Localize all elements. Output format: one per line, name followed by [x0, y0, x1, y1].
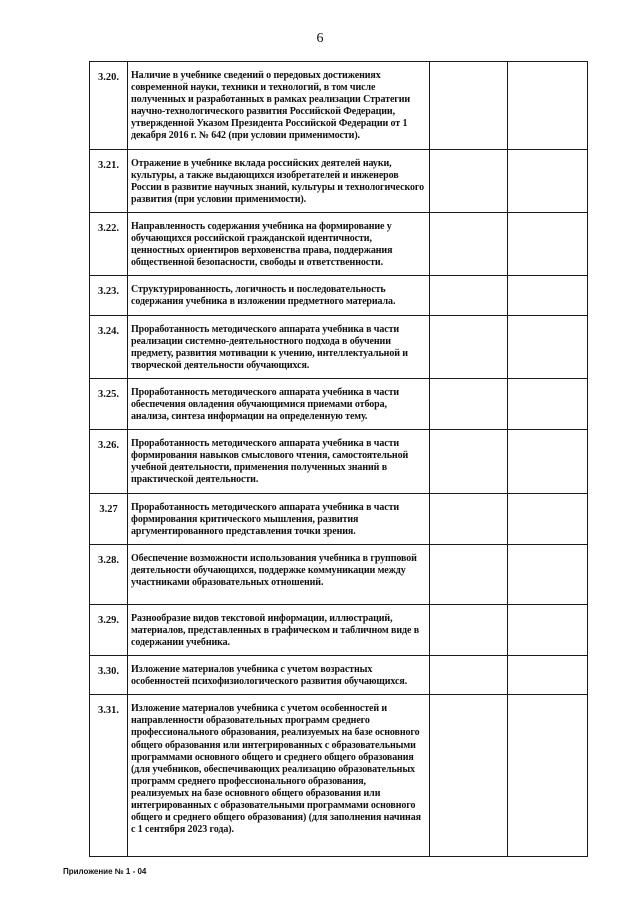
- criterion-number: 3.31.: [90, 695, 128, 857]
- comment-cell: [508, 430, 588, 493]
- criterion-description: Проработанность методического аппарата учебника в части формирования критического мышления, развития аргументированного представления точки зрения.: [128, 493, 430, 544]
- criterion-description: Проработанность методического аппарата учебника в части формирования навыков смыслового чтения, самостоятельной учебной деятельности, применения полученных знаний в практической деятельности.: [128, 430, 430, 493]
- criterion-description: Изложение материалов учебника с учетом особенностей и направленности образовательных программ среднего профессионального образования, реализуемых на базе основного общего образования или интегрированных с образовательными программами основного общего и среднего общего образования (для учебников, обеспечивающих реализацию образовательных программ среднего профессионального образования, реализуемых на базе основного общего образования или интегрированных с образовательными программами основного общего и среднего общего образования) (для заполнения начиная с 1 сентября 2023 года).: [128, 695, 430, 857]
- assessment-cell: [430, 378, 508, 429]
- criterion-number: 3.24.: [90, 315, 128, 378]
- assessment-cell: [430, 604, 508, 655]
- criterion-number: 3.22.: [90, 212, 128, 275]
- comment-cell: [508, 276, 588, 315]
- assessment-cell: [430, 212, 508, 275]
- page-number: 6: [316, 31, 324, 46]
- comment-cell: [508, 315, 588, 378]
- criterion-description: Изложение материалов учебника с учетом возрастных особенностей психофизиологического развития обучающихся.: [128, 656, 430, 695]
- criteria-row: [90, 656, 588, 695]
- criterion-description: Обеспечение возможности использования учебника в групповой деятельности обучающихся, поддержке коммуникации между участниками образовательных отношений.: [128, 544, 430, 604]
- criterion-description: Структурированность, логичность и последовательность содержания учебника в изложении предметного материала.: [128, 276, 430, 315]
- criterion-description: Разнообразие видов текстовой информации, иллюстраций, материалов, представленных в графическом и табличном виде в содержании учебника.: [128, 604, 430, 655]
- comment-cell: [508, 62, 588, 150]
- criteria-row: [90, 315, 588, 378]
- criterion-number: 3.23.: [90, 276, 128, 315]
- criteria-row: [90, 149, 588, 212]
- comment-cell: [508, 544, 588, 604]
- comment-cell: [508, 604, 588, 655]
- footer-appendix-label: Приложение № 1 - 04: [63, 867, 147, 876]
- criteria-row: [90, 493, 588, 544]
- criterion-number: 3.28.: [90, 544, 128, 604]
- comment-cell: [508, 212, 588, 275]
- criterion-number: 3.21.: [90, 149, 128, 212]
- assessment-cell: [430, 430, 508, 493]
- assessment-cell: [430, 149, 508, 212]
- criteria-row: [90, 276, 588, 315]
- comment-cell: [508, 149, 588, 212]
- criteria-table: [89, 61, 588, 857]
- criteria-row: [90, 544, 588, 604]
- assessment-cell: [430, 276, 508, 315]
- comment-cell: [508, 656, 588, 695]
- criterion-number: 3.30.: [90, 656, 128, 695]
- criterion-description: Наличие в учебнике сведений о передовых достижениях современной науки, техники и технологий, в том числе полученных и разработанных в рамках реализации Стратегии научно-технологического развития Российской Федерации, утвержденной Указом Президента Российской Федерации от 1 декабря 2016 г. № 642 (при условии применимости).: [128, 62, 430, 150]
- criteria-row: [90, 212, 588, 275]
- criteria-row: [90, 430, 588, 493]
- criterion-number: 3.29.: [90, 604, 128, 655]
- criterion-description: Проработанность методического аппарата учебника в части обеспечения овладения обучающимися приемами отбора, анализа, синтеза информации на определенную тему.: [128, 378, 430, 429]
- criterion-description: Проработанность методического аппарата учебника в части реализации системно-деятельностного подхода в обучении предмету, развития мотивации к учению, интеллектуальной и творческой деятельности обучающихся.: [128, 315, 430, 378]
- criterion-number: 3.20.: [90, 62, 128, 150]
- assessment-cell: [430, 695, 508, 857]
- assessment-cell: [430, 544, 508, 604]
- comment-cell: [508, 493, 588, 544]
- comment-cell: [508, 378, 588, 429]
- criterion-description: Отражение в учебнике вклада российских деятелей науки, культуры, а также выдающихся изобретателей и инженеров России в развитие научных знаний, культуры и технологического развития (при условии применимости).: [128, 149, 430, 212]
- assessment-cell: [430, 315, 508, 378]
- criteria-row: [90, 695, 588, 857]
- assessment-cell: [430, 493, 508, 544]
- criterion-description: Направленность содержания учебника на формирование у обучающихся российской гражданской идентичности, ценностных ориентиров верховенства права, поддержания общественной безопасности, свободы и ответственности.: [128, 212, 430, 275]
- criteria-row: [90, 604, 588, 655]
- assessment-cell: [430, 62, 508, 150]
- criterion-number: 3.27: [90, 493, 128, 544]
- criteria-row: [90, 378, 588, 429]
- criterion-number: 3.26.: [90, 430, 128, 493]
- criterion-number: 3.25.: [90, 378, 128, 429]
- criteria-row: [90, 62, 588, 150]
- assessment-cell: [430, 656, 508, 695]
- comment-cell: [508, 695, 588, 857]
